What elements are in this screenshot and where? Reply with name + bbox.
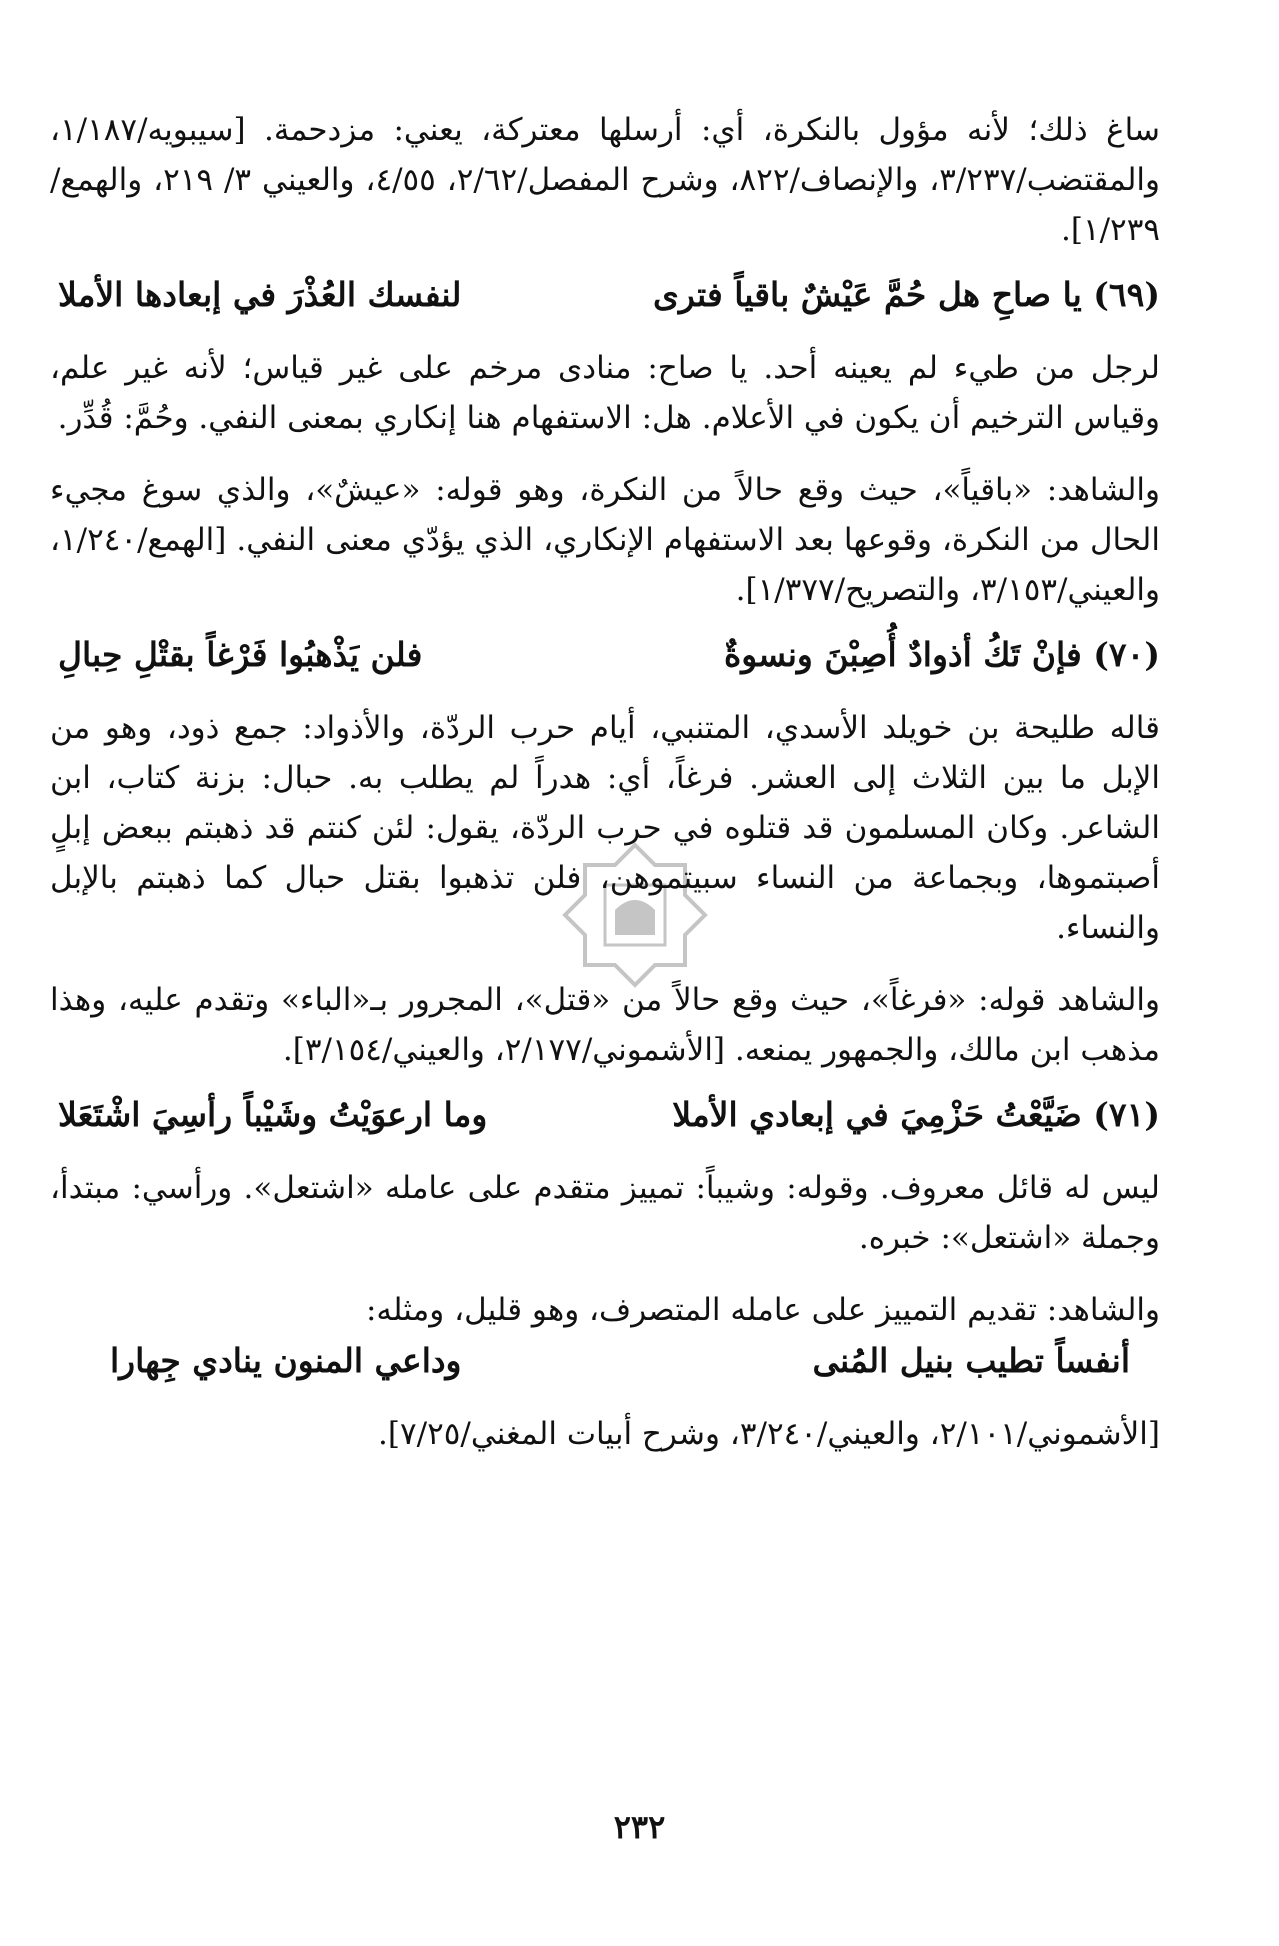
verse-71 <box>50 1089 1160 1141</box>
page-content <box>50 105 1160 1459</box>
paragraph-5: والشاهد قوله: «فرغاً»، حيث وقع حالاً من «قتل»، المجرور بـ«الباء» وتقدم عليه، وهذا مذهب ابن مالك، والجمهور يمنعه. [الأشموني/٢/١٧٧، والعيني/٣/١٥٤]. <box>50 982 1160 1068</box>
paragraph-7: والشاهد: تقديم التمييز على عامله المتصرف، وهو قليل، ومثله: <box>365 1292 1160 1328</box>
verse-70-second-hemistich: فلن يَذْهبُوا فَرْغاً بقتْلِ حِبالِ <box>58 635 423 674</box>
paragraph-6: ليس له قائل معروف. وقوله: وشيباً: تمييز متقدم على عامله «اشتعل». ورأسي: مبتدأ، وجملة «اشتعل»: خبره. <box>50 1170 1160 1256</box>
paragraph-4: قاله طليحة بن خويلد الأسدي، المتنبي، أيام حرب الردّة، والأذواد: جمع ذود، وهو من الإبل ما بين الثلاث إلى العشر. فرغاً، أي: هدراً لم يطلب به. حبال: بزنة كتاب، ابن الشاعر. وكان المسلمون قد قتلوه في حرب الردّة، يقول: لئن كنتم قد ذهبتم ببعض إبلٍ أصبتموها، وبجماعة من النساء سبيتموهن، فلن تذهبوا بقتل حبال كما ذهبتم بالإبل والنساء. <box>50 710 1160 946</box>
verse-70 <box>50 629 1160 681</box>
verse-71-second-hemistich: وما ارعوَيْتُ وشَيْباً رأسِيَ اشْتَعَلا <box>58 1095 488 1134</box>
verse-69-first-hemistich: (٦٩) يا صاحِ هل حُمَّ عَيْشٌ باقياً فترى <box>652 275 1160 314</box>
verse-70-first-hemistich: (٧٠) فإنْ تَكُ أذوادٌ أُصِبْنَ ونسوةٌ <box>723 635 1160 674</box>
verse-69-second-hemistich: لنفسك العُذْرَ في إبعادها الأملا <box>58 275 462 314</box>
paragraph-3: والشاهد: «باقياً»، حيث وقع حالاً من النكرة، وهو قوله: «عيشٌ»، والذي سوغ مجيء الحال من النكرة، وقوعها بعد الاستفهام الإنكاري، الذي يؤدّي معنى النفي. [الهمع/١/٢٤٠، والعيني/٣/١٥٣، والتصريح/١/٣٧٧]. <box>50 472 1160 608</box>
paragraph-1: ساغ ذلك؛ لأنه مؤول بالنكرة، أي: أرسلها معتركة، يعني: مزدحمة. [سيبويه/١/١٨٧، والمقتضب/٣/٢٣٧، والإنصاف/٨٢٢، وشرح المفصل/٢/٦٢، ٤/٥٥، والعيني ٣/ ٢١٩، والهمع/١/٢٣٩]. <box>50 112 1161 248</box>
example-verse <box>50 1335 1160 1387</box>
page-number: ٢٣٢ <box>613 1808 666 1846</box>
example-verse-first-hemistich: أنفساً تطيب بنيل المُنى <box>812 1341 1130 1380</box>
verse-71-first-hemistich: (٧١) ضَيَّعْتُ حَزْمِيَ في إبعادي الأملا <box>672 1095 1160 1134</box>
verse-69 <box>50 269 1160 321</box>
paragraph-8: [الأشموني/٢/١٠١، والعيني/٣/٢٤٠، وشرح أبيات المغني/٧/٢٥]. <box>378 1416 1160 1452</box>
example-verse-second-hemistich: وداعي المنون ينادي جِهارا <box>110 1341 462 1380</box>
paragraph-2: لرجل من طيء لم يعينه أحد. يا صاح: منادى مرخم على غير قياس؛ لأنه غير علم، وقياس الترخيم أن يكون في الأعلام. هل: الاستفهام هنا إنكاري بمعنى النفي. وحُمَّ: قُدِّر. <box>50 350 1160 436</box>
